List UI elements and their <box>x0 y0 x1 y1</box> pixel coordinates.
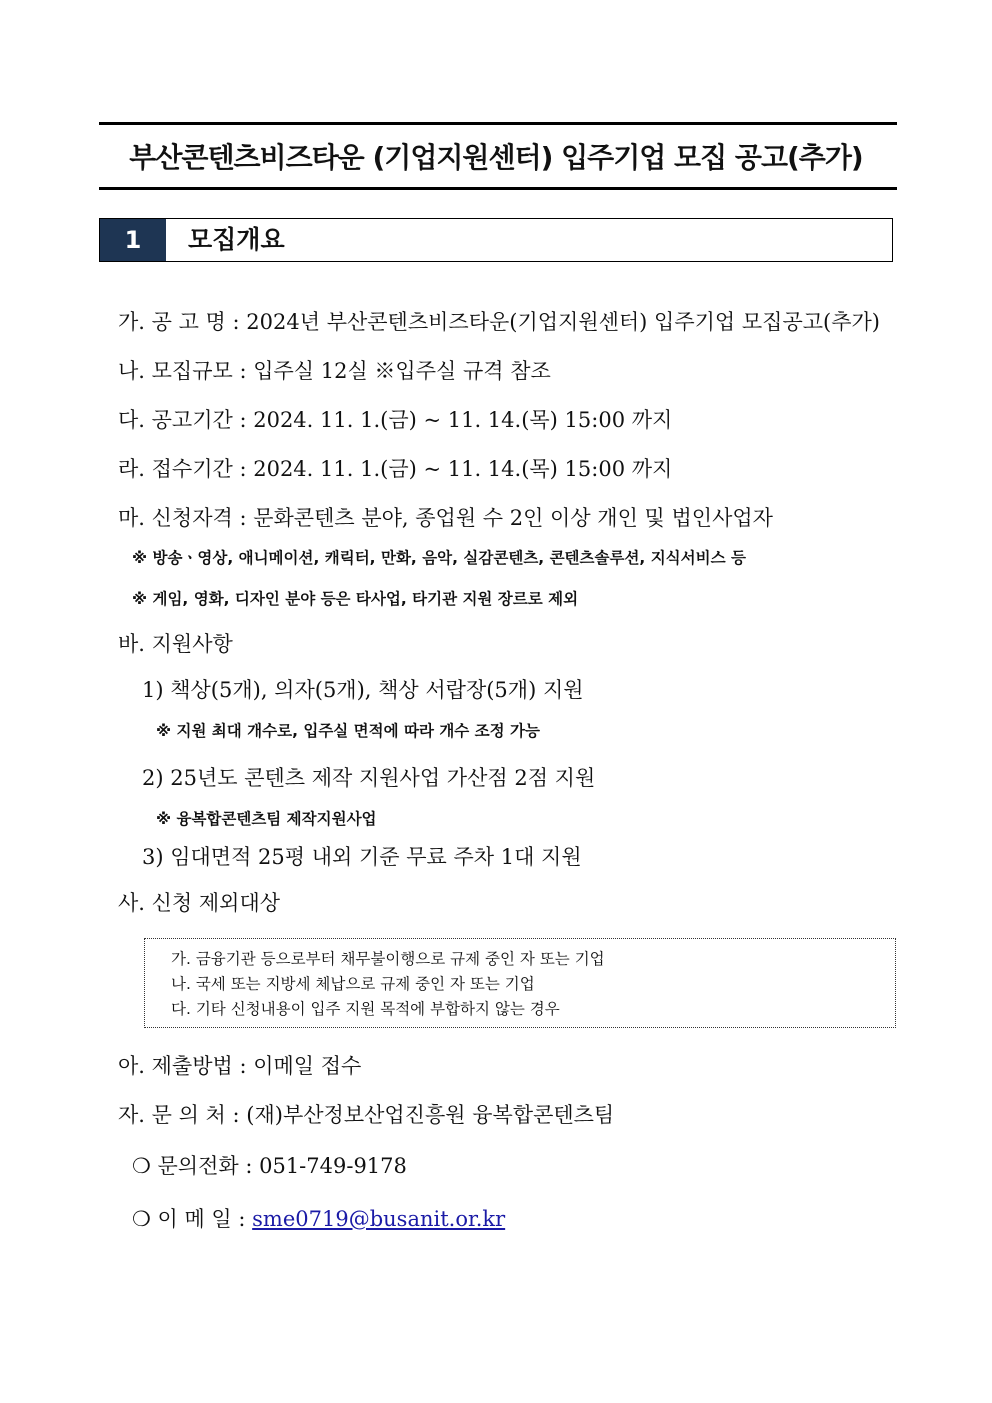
support-heading: 바. 지원사항 <box>118 632 233 656</box>
contact-phone: ❍ 문의전화 : 051-749-9178 <box>132 1154 407 1178</box>
item-title: 가. 공 고 명 : 2024년 부산콘텐츠비즈타운(기업지원센터) 입주기업 모집공고(추가) <box>118 310 880 334</box>
exclusion-heading: 사. 신청 제외대상 <box>118 891 281 915</box>
exclusion-genre-note: ※ 게임, 영화, 디자인 분야 등은 타사업, 타기관 지원 장르로 제외 <box>132 590 579 608</box>
section-header <box>99 218 893 262</box>
support-note-1: ※ 지원 최대 개수로, 입주실 면적에 따라 개수 조정 가능 <box>156 722 540 740</box>
section-title: 모집개요 <box>188 225 285 254</box>
item-application-period: 라. 접수기간 : 2024. 11. 1.(금) ~ 11. 14.(목) 15:00 까지 <box>118 457 673 481</box>
support-note-2: ※ 융복합콘텐츠팀 제작지원사업 <box>156 810 377 828</box>
eligibility-note: ※ 방송ㆍ영상, 애니메이션, 캐릭터, 만화, 음악, 실감콘텐츠, 콘텐츠솔루션, 지식서비스 등 <box>132 549 746 567</box>
item-scale: 나. 모집규모 : 입주실 12실 ※입주실 규격 참조 <box>118 359 551 383</box>
exclusion-item: 다. 기타 신청내용이 입주 지원 목적에 부합하지 않는 경우 <box>171 1000 560 1018</box>
exclusion-item: 나. 국세 또는 지방세 체납으로 규제 중인 자 또는 기업 <box>171 975 535 993</box>
exclusion-item: 가. 금융기관 등으로부터 채무불이행으로 규제 중인 자 또는 기업 <box>171 950 605 968</box>
bottom-rule <box>99 187 897 190</box>
contact-org: 자. 문 의 처 : (재)부산정보산업진흥원 융복합콘텐츠팀 <box>118 1103 615 1127</box>
support-item-2: 2) 25년도 콘텐츠 제작 지원사업 가산점 2점 지원 <box>142 766 596 790</box>
top-rule <box>99 122 897 125</box>
document-title: 부산콘텐츠비즈타운 (기업지원센터) 입주기업 모집 공고(추가) <box>129 141 863 174</box>
item-notice-period: 다. 공고기간 : 2024. 11. 1.(금) ~ 11. 14.(목) 15:00 까지 <box>118 408 673 432</box>
submission-method: 아. 제출방법 : 이메일 접수 <box>118 1054 362 1078</box>
exclusion-box <box>144 938 896 1028</box>
item-eligibility: 마. 신청자격 : 문화콘텐츠 분야, 종업원 수 2인 이상 개인 및 법인사업자 <box>118 506 773 530</box>
section-number: 1 <box>100 219 166 261</box>
email-link[interactable]: sme0719@busanit.or.kr <box>252 1207 506 1231</box>
support-item-1: 1) 책상(5개), 의자(5개), 책상 서랍장(5개) 지원 <box>142 678 584 702</box>
support-item-3: 3) 임대면적 25평 내외 기준 무료 주차 1대 지원 <box>142 845 582 869</box>
contact-email: ❍ 이 메 일 : sme0719@busanit.or.kr <box>132 1207 506 1231</box>
